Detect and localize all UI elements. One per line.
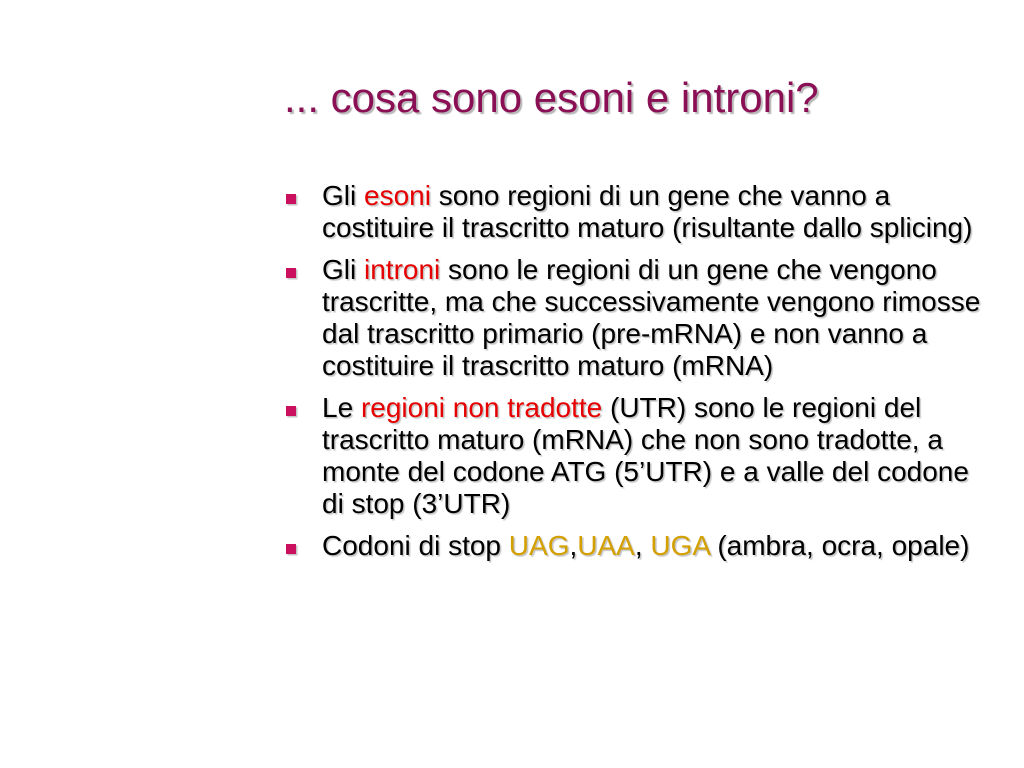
bullet-text-before: Codoni di stop: [322, 530, 509, 561]
bullet-text-before: Gli: [322, 254, 364, 285]
bullet-text-after: (UTR) sono le regioni del trascritto maturo (mRNA) che non sono tradotte, a monte del codone ATG (5’UTR) e a valle del codone di stop (3’UTR): [322, 392, 969, 519]
square-bullet-icon: [286, 194, 296, 204]
codon-separator: ,: [569, 530, 578, 561]
codon-uga: UGA: [650, 530, 710, 561]
codon-uaa: UAA: [577, 530, 635, 561]
bullet-text-before: Le: [322, 392, 361, 423]
slide-title: ... cosa sono esoni e introni?: [284, 74, 819, 121]
bullet-text-after: sono regioni di un gene che vanno a costituire il trascritto maturo (risultante dallo splicing): [322, 180, 973, 243]
highlight-esoni: esoni: [364, 180, 431, 211]
bullet-item-esoni: [284, 180, 996, 244]
highlight-introni: introni: [364, 254, 441, 285]
square-bullet-icon: [286, 544, 296, 554]
bullet-list: [284, 180, 996, 572]
bullet-item-codoni-stop: [284, 530, 996, 562]
bullet-item-introni: [284, 254, 996, 382]
bullet-text-after: (ambra, ocra, opale): [709, 530, 970, 561]
square-bullet-icon: [286, 406, 296, 416]
codon-separator: ,: [634, 530, 651, 561]
square-bullet-icon: [286, 268, 296, 278]
bullet-item-utr: [284, 392, 996, 520]
highlight-regioni-non-tradotte: regioni non tradotte: [360, 392, 603, 423]
bullet-text-before: Gli: [322, 180, 364, 211]
codon-uag: UAG: [508, 530, 570, 561]
bullet-text-after: sono le regioni di un gene che vengono trascritte, ma che successivamente vengono rimosse dal trascritto primario (pre-mRNA) e non vanno a costituire il trascritto maturo (mRNA): [322, 254, 981, 381]
